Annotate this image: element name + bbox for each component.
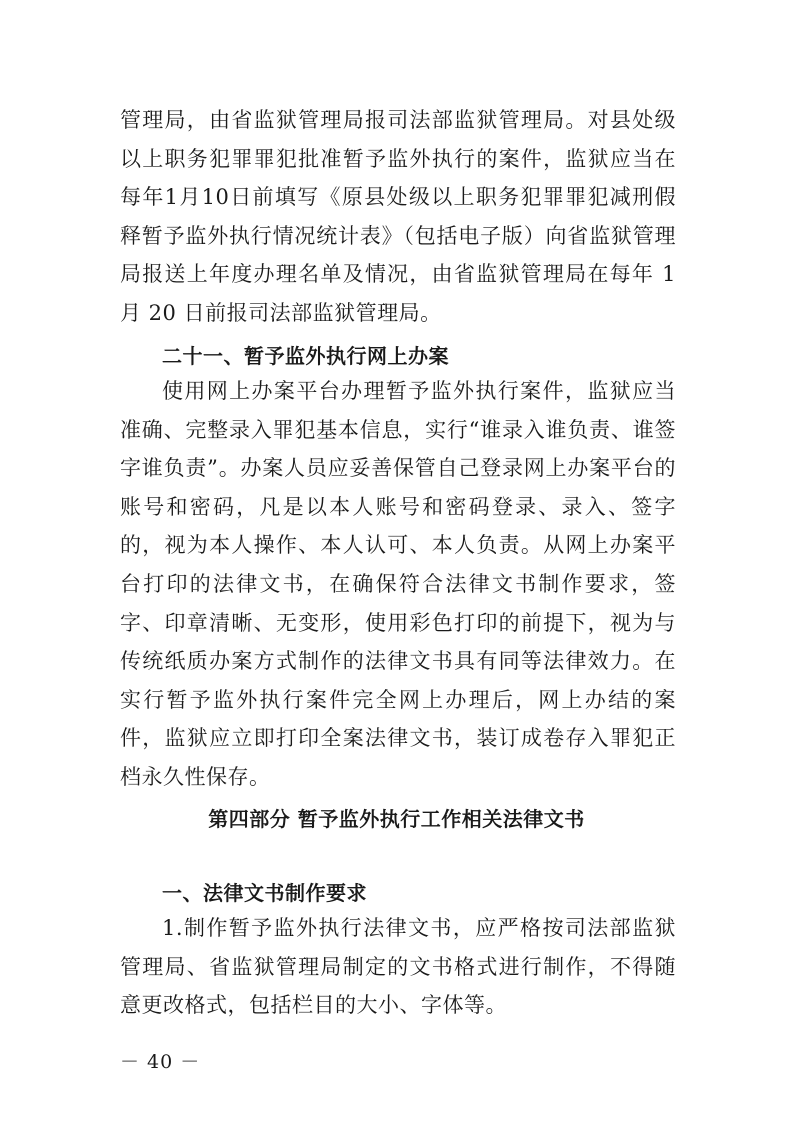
subsection-1-heading: 一、法律文书制作要求 <box>162 881 367 905</box>
page-number: － 40 － <box>120 1051 201 1073</box>
part-4-title: 第四部分 暂予监外执行工作相关法律文书 <box>208 807 585 831</box>
item-1-body: 1.制作暂予监外执行法律文书，应严格按司法部监狱管理局、省监狱管理局制定的文书格式进行制作，不得随意更改格式，包括栏目的大小、字体等。 <box>120 916 676 1018</box>
section-21-body: 使用网上办案平台办理暂予监外执行案件，监狱应当准确、完整录入罪犯基本信息，实行“谁录入谁负责、谁签字谁负责”。办案人员应妥善保管自己登录网上办案平台的账号和密码，凡是以本人账号和密码登录、录入、签字的，视为本人操作、本人认可、本人负责。从网上办案平台打印的法律文书，在确保符合法律文书制作要求，签字、印章清晰、无变形，使用彩色打印的前提下，视为与传统纸质办案方式制作的法律文书具有同等法律效力。在实行暂予监外执行案件完全网上办理后，网上办结的案件，监狱应立即打印全案法律文书，装订成卷存入罪犯正档永久性保存。 <box>120 379 676 789</box>
continuation-paragraph: 管理局，由省监狱管理局报司法部监狱管理局。对县处级以上职务犯罪罪犯批准暂予监外执行的案件，监狱应当在每年1月10日前填写《原县处级以上职务犯罪罪犯减刑假释暂予监外执行情况统计表》（包括电子版）向省监狱管理局报送上年度办理名单及情况，由省监狱管理局在每年 1 月 20 日前报司法部监狱管理局。 <box>120 108 676 325</box>
section-21-heading: 二十一、暂予监外执行网上办案 <box>162 344 449 368</box>
